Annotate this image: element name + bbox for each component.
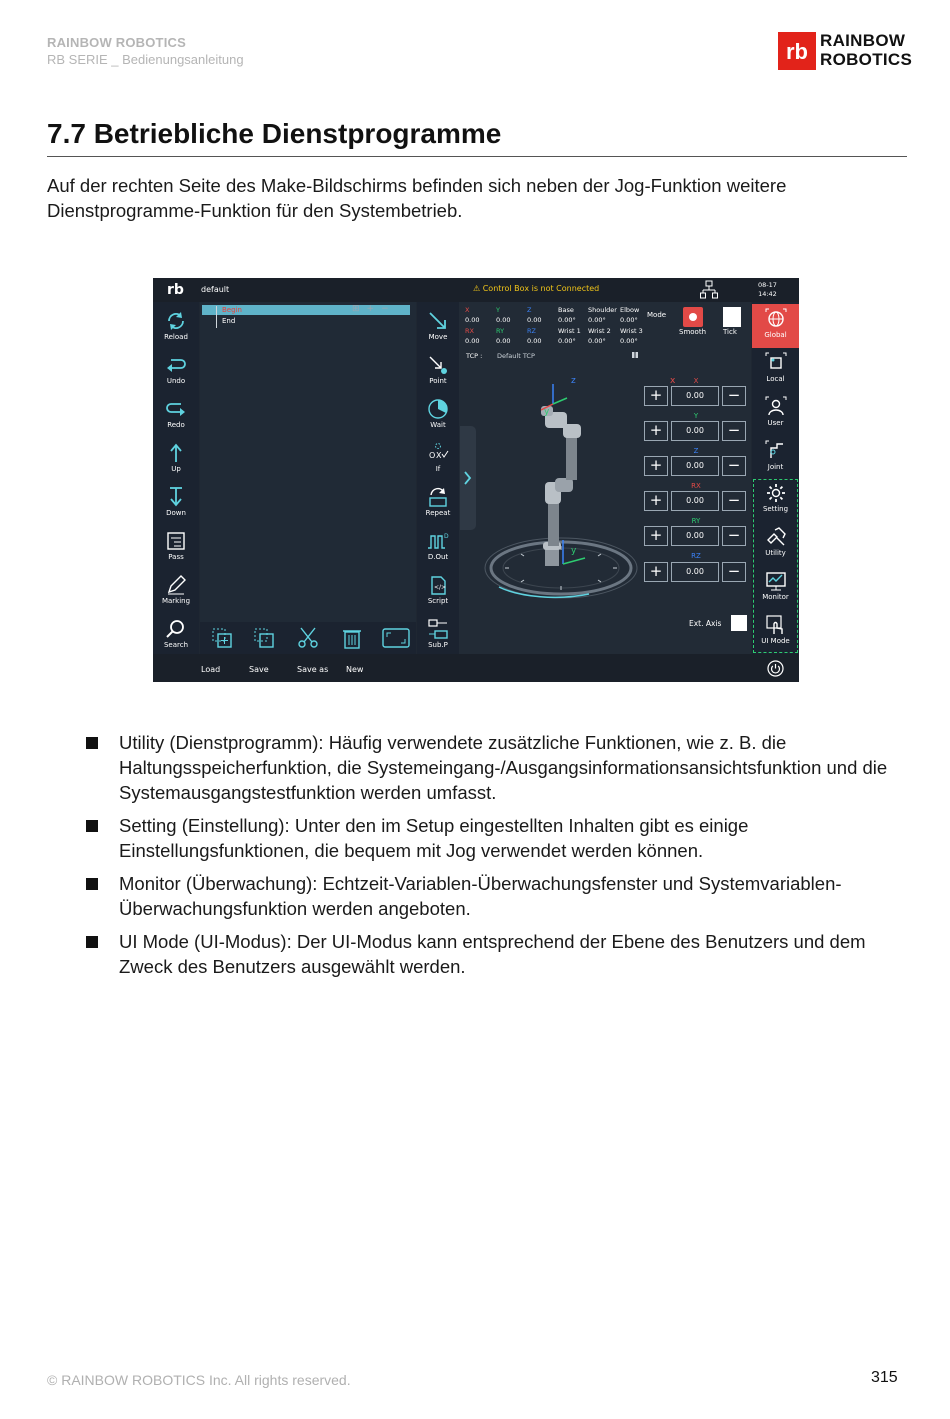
smooth-label: Smooth — [679, 328, 707, 336]
point-command[interactable] — [417, 350, 459, 394]
svg-text:O: O — [429, 451, 436, 460]
svg-text:</>: </> — [434, 584, 447, 591]
datetime — [758, 281, 777, 299]
joint-icon — [765, 440, 787, 462]
down-button[interactable] — [153, 482, 199, 526]
bullet-monitor-text: Monitor (Überwachung): Echtzeit-Variablen-Überwachungsfenster und Systemvariablen-Überwachungsfunktion werden angeboten. — [119, 873, 842, 919]
search-button[interactable] — [153, 614, 199, 658]
section-intro: Auf der rechten Seite des Make-Bildschirms befinden sich neben der Jog-Funktion weitere Dienstprogramme-Funktion für den Systembetrieb. — [47, 175, 787, 221]
joint-wrist2-value: 0.00° — [588, 337, 606, 345]
coord-rz-value: 0.00 — [527, 337, 542, 345]
panel-collapse-handle[interactable] — [460, 426, 476, 530]
ui-mode-label: UI Mode — [761, 637, 790, 645]
redo-icon — [165, 398, 187, 420]
header-company: RAINBOW ROBOTICS — [47, 35, 186, 50]
wait-icon — [427, 398, 449, 420]
coord-x-value: 0.00 — [465, 316, 480, 324]
save-button[interactable]: Save — [249, 665, 269, 674]
undo-button[interactable] — [153, 350, 199, 394]
logo-line-1: RAINBOW — [820, 31, 906, 50]
jog-y-value[interactable]: 0.00 — [671, 421, 719, 441]
monitor-label: Monitor — [762, 593, 789, 601]
pass-icon — [165, 530, 187, 552]
global-label: Global — [764, 331, 787, 339]
repeat-command[interactable] — [417, 482, 459, 526]
repeat-icon — [427, 486, 449, 508]
section-title: 7.7 Betriebliche Dienstprogramme — [47, 118, 502, 149]
coord-rz-label: RZ — [527, 327, 536, 335]
undo-icon — [165, 354, 187, 376]
pass-label: Pass — [168, 553, 184, 561]
move-command[interactable] — [417, 306, 459, 350]
search-label: Search — [163, 641, 189, 649]
joint-shoulder-value: 0.00° — [588, 316, 606, 324]
jog-x-plus-button[interactable]: + — [644, 386, 668, 406]
bullet-square-icon — [86, 936, 98, 948]
utility-label: Utility — [765, 549, 786, 557]
redo-label: Redo — [167, 421, 185, 429]
screenshot-topbar — [153, 278, 799, 302]
page-number: 315 — [871, 1369, 898, 1386]
point-icon — [427, 354, 449, 376]
make-screen-screenshot — [153, 278, 799, 682]
joint-elbow-value: 0.00° — [620, 316, 638, 324]
jog-y-minus-button[interactable]: − — [722, 421, 746, 441]
wait-label: Wait — [430, 421, 446, 429]
move-label: Move — [428, 333, 448, 341]
coord-y-label: Y — [496, 306, 500, 314]
wait-command[interactable] — [417, 394, 459, 438]
reload-icon — [165, 310, 187, 332]
bullet-square-icon — [86, 820, 98, 832]
copy-icon[interactable] — [210, 626, 234, 650]
power-icon[interactable] — [767, 660, 784, 677]
base-axis-y-label: y — [571, 546, 577, 556]
chevron-right-icon — [460, 426, 476, 530]
if-icon — [427, 442, 449, 464]
tcp-label: TCP : — [466, 352, 483, 360]
tree-connector — [216, 306, 217, 328]
joint-label: Joint — [767, 463, 784, 471]
jog-z-plus-button[interactable]: + — [644, 456, 668, 476]
rainbow-robotics-logo — [778, 31, 913, 73]
dout-label: D.Out — [427, 553, 449, 561]
tcp-value[interactable]: Default TCP — [497, 352, 535, 360]
bullet-utility-text: Utility (Dienstprogramm): Häufig verwendete zusätzliche Funktionen, wie z. B. die Haltungsspeicherfunktion, die Systemeingang-/Ausgangsinformationsansichtsfunktion und die Systemausgangstestfunktion werden umfasst. — [119, 732, 888, 803]
joint-wrist3-value: 0.00° — [620, 337, 638, 345]
pencil-icon — [165, 574, 187, 596]
local-frame-icon — [765, 352, 787, 374]
subprogram-icon — [427, 618, 449, 640]
logo-text — [820, 31, 912, 69]
rb-logo-icon — [778, 32, 816, 70]
utility-highlight-box — [753, 479, 798, 653]
jog-z-label: Z — [693, 447, 699, 455]
mode-label: Mode — [647, 311, 667, 319]
connection-warning: ⚠ Control Box is not Connected — [473, 284, 600, 293]
utility-bullet-list — [86, 730, 908, 987]
jog-rx-value[interactable]: 0.00 — [671, 491, 719, 511]
jog-z-minus-button[interactable]: − — [722, 456, 746, 476]
header-manual-title: RB SERIE _ Bedienungsanleitung — [47, 52, 244, 67]
tree-item-end[interactable]: End — [222, 317, 236, 325]
cube-icon[interactable] — [631, 351, 639, 359]
coord-x-label: X — [465, 306, 470, 314]
svg-text:X: X — [436, 451, 442, 460]
jog-rz-value[interactable]: 0.00 — [671, 562, 719, 582]
footer-copyright: © RAINBOW ROBOTICS Inc. All rights reserved. — [47, 1372, 351, 1388]
tree-item-tools[interactable]: ⊞+− — [352, 304, 396, 314]
program-name: default — [201, 285, 230, 294]
bullet-square-icon — [86, 737, 98, 749]
svg-text:D: D — [444, 533, 449, 540]
subprogram-label: Sub.P — [428, 641, 448, 649]
global-frame-button[interactable] — [752, 304, 799, 348]
script-label: Script — [427, 597, 449, 605]
load-button[interactable]: Load — [201, 665, 221, 674]
joint-wrist1-value: 0.00° — [558, 337, 576, 345]
jog-ry-value[interactable]: 0.00 — [671, 526, 719, 546]
jog-ry-row — [644, 526, 748, 546]
cut-icon[interactable] — [296, 626, 320, 650]
bottom-file-bar — [153, 654, 799, 682]
arrow-down-icon — [165, 486, 187, 508]
time-text: 14:42 — [758, 290, 777, 298]
coord-ry-label: RY — [496, 327, 505, 335]
coord-rx-label: RX — [465, 327, 474, 335]
jog-x-row — [644, 386, 748, 406]
bullet-utility — [86, 730, 908, 805]
joint-elbow-label: Elbow — [620, 306, 640, 314]
globe-icon — [765, 308, 787, 330]
marking-label: Marking — [161, 597, 191, 605]
if-command[interactable] — [417, 438, 459, 482]
tick-mode-toggle[interactable] — [723, 307, 741, 327]
jog-rx-row — [644, 491, 748, 511]
move-icon — [427, 310, 449, 332]
jog-rx-label: RX — [691, 482, 701, 490]
coord-ry-value: 0.00 — [496, 337, 511, 345]
tool-axis-y-label: y — [544, 407, 550, 417]
bullet-square-icon — [86, 878, 98, 890]
joint-wrist2-label: Wrist 2 — [588, 327, 611, 335]
redo-button[interactable] — [153, 394, 199, 438]
user-icon — [765, 396, 787, 418]
left-toolbar — [153, 302, 199, 654]
digital-out-icon — [427, 530, 449, 552]
bullet-monitor — [86, 871, 908, 921]
jog-ry-minus-button[interactable]: − — [722, 526, 746, 546]
expand-icon[interactable] — [382, 626, 410, 650]
bullet-setting-text: Setting (Einstellung): Unter den im Setup eingestellten Inhalten gibt es einige Einstellungsfunktionen, die bequem mit Jog verwendet werden können. — [119, 815, 749, 861]
script-command[interactable] — [417, 570, 459, 614]
trash-icon[interactable] — [340, 626, 364, 650]
ext-axis-checkbox[interactable] — [731, 615, 747, 631]
joint-base-value: 0.00° — [558, 316, 576, 324]
jog-z-row — [644, 456, 748, 476]
jog-rz-row — [644, 562, 748, 582]
coord-z-label: Z — [527, 306, 532, 314]
dout-command[interactable] — [417, 526, 459, 570]
local-label: Local — [766, 375, 785, 383]
jog-ry-plus-button[interactable]: + — [644, 526, 668, 546]
ext-axis-label: Ext. Axis — [689, 619, 722, 628]
title-divider — [47, 156, 907, 157]
jog-rx-minus-button[interactable]: − — [722, 491, 746, 511]
new-button[interactable]: New — [346, 665, 364, 674]
point-label: Point — [429, 377, 447, 385]
smooth-mode-toggle[interactable] — [683, 307, 703, 327]
reload-button[interactable] — [153, 306, 199, 350]
joint-frame-button[interactable] — [752, 436, 799, 480]
network-icon[interactable] — [700, 280, 718, 300]
local-frame-button[interactable] — [752, 348, 799, 392]
bullet-setting — [86, 813, 908, 863]
tick-label: Tick — [723, 328, 737, 336]
user-label: User — [767, 419, 784, 427]
pass-button[interactable] — [153, 526, 199, 570]
jog-ry-label: RY — [691, 517, 701, 525]
date-text: 08-17 — [758, 281, 777, 289]
jog-rz-label: RZ — [691, 552, 701, 560]
jog-x-label: X — [693, 377, 699, 385]
joint-wrist1-label: Wrist 1 — [558, 327, 581, 335]
reload-label: Reload — [164, 333, 188, 341]
coord-y-value: 0.00 — [496, 316, 511, 324]
joint-wrist3-label: Wrist 3 — [620, 327, 643, 335]
jog-rx-plus-button[interactable]: + — [644, 491, 668, 511]
jog-y-plus-button[interactable]: + — [644, 421, 668, 441]
program-tree[interactable] — [200, 302, 416, 622]
subprogram-command[interactable] — [417, 614, 459, 658]
coord-z-value: 0.00 — [527, 316, 542, 324]
tree-item-begin[interactable]: Begin — [222, 306, 242, 314]
joint-base-label: Base — [558, 306, 574, 314]
edit-toolbar — [200, 622, 416, 654]
jog-x-minus-button[interactable]: − — [722, 386, 746, 406]
paste-icon[interactable] — [252, 626, 276, 650]
script-icon — [427, 574, 449, 596]
undo-label: Undo — [166, 377, 186, 385]
jog-z-value[interactable]: 0.00 — [671, 456, 719, 476]
command-toolbar — [417, 302, 459, 654]
repeat-label: Repeat — [425, 509, 451, 517]
down-label: Down — [166, 509, 186, 517]
setting-label: Setting — [762, 505, 789, 513]
tool-axis-x-label: x — [670, 376, 676, 386]
jog-rz-plus-button[interactable]: + — [644, 562, 668, 582]
tool-axis-z-label: z — [571, 376, 576, 386]
bullet-ui-mode — [86, 929, 908, 979]
up-label: Up — [171, 465, 181, 473]
jog-rz-minus-button[interactable]: − — [722, 562, 746, 582]
logo-line-2: ROBOTICS — [820, 50, 913, 69]
jog-y-row — [644, 421, 748, 441]
search-icon — [165, 618, 187, 640]
jog-x-value[interactable]: 0.00 — [671, 386, 719, 406]
marking-button[interactable] — [153, 570, 199, 614]
save-as-button[interactable]: Save as — [297, 665, 329, 674]
svg-text:rb: rb — [786, 39, 808, 64]
jog-y-label: Y — [693, 412, 699, 420]
joint-shoulder-label: Shoulder — [588, 306, 617, 314]
coord-rx-value: 0.00 — [465, 337, 480, 345]
up-button[interactable] — [153, 438, 199, 482]
user-frame-button[interactable] — [752, 392, 799, 436]
arrow-up-icon — [165, 442, 187, 464]
app-logo: rb — [167, 282, 184, 298]
if-label: If — [435, 465, 441, 473]
bullet-ui-mode-text: UI Mode (UI-Modus): Der UI-Modus kann entsprechend der Ebene des Benutzers und dem Zweck des Benutzers ausgewählt werden. — [119, 931, 866, 977]
